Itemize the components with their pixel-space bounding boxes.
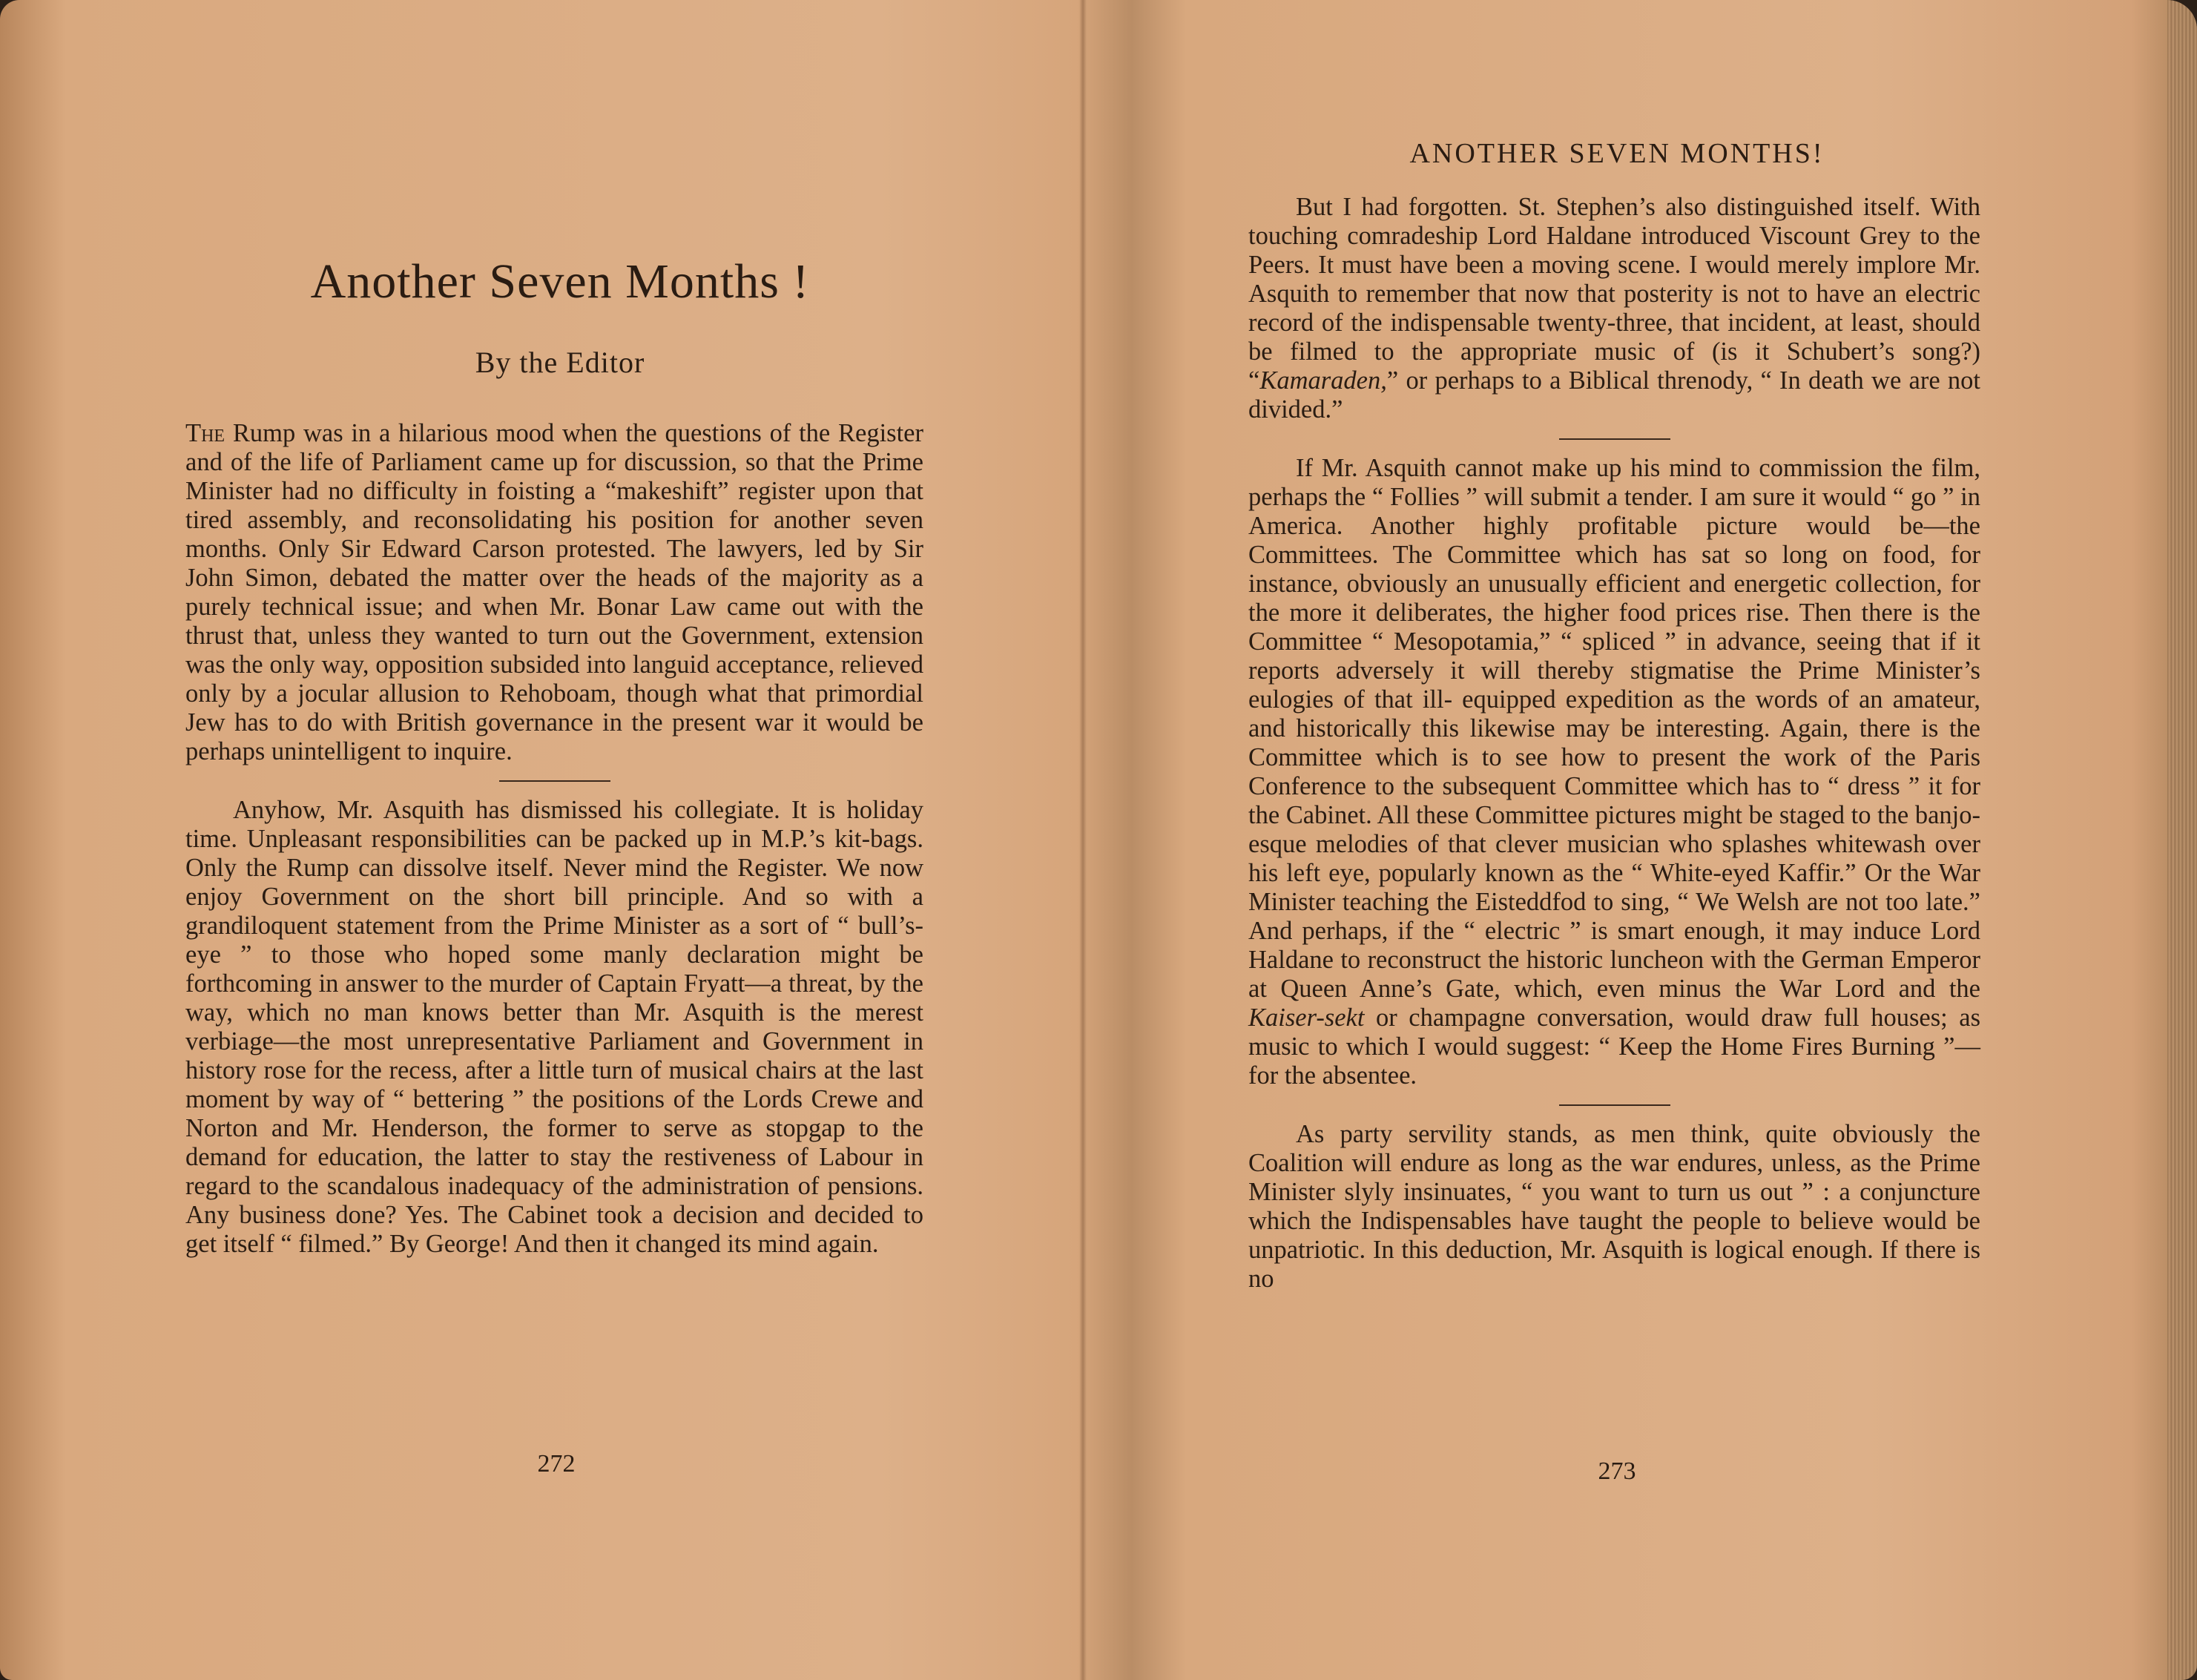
right-paragraph-2-text-b: or champagne conversation, would draw full houses; as music to which I would suggest: “ Keep the Home Fires Burning ”—for the absentee. [1248,1004,1980,1090]
right-paragraph-1-text-b: ” or perhaps to a Biblical threnody, “ In death we are not divided.” [1248,366,1980,424]
left-paragraph-1-text: Rump was in a hilarious mood when the questions of the Register and of the life of Parliament came up for discussion, so that the Prime Minister had no difficulty in foisting a “makeshift” register upon that tired assembly, and reconsolidating his position for another seven months. Only Sir Edward Carson protested. The lawyers, led by Sir John Simon, debated the matter over the heads of the majority as a purely technical issue; and when Mr. Bonar Law came out with the thrust that, unless they wanted to turn out the Government, extension was the only way, opposition subsided into languid acceptance, relieved only by a jocular allusion to Rehoboam, though what that primordial Jew has to do with British governance in the present war it would be perhaps unintelligent to inquire. [185,419,923,765]
running-head: ANOTHER SEVEN MONTHS! [1409,138,1825,169]
right-column [1248,193,1980,1294]
italic-term-kaiser-sekt: Kaiser-sekt [1248,1004,1365,1032]
opening-word: The [185,419,225,447]
right-paragraph-1 [1248,193,1980,424]
page-edge [2167,0,2197,1680]
byline: By the Editor [475,346,645,379]
article-title: Another Seven Months ! [310,254,810,309]
page-number-left: 272 [537,1450,576,1478]
right-paragraph-2-text-a: If Mr. Asquith cannot make up his mind to commission the film, perhaps the “ Follies ” will submit a tender. I am sure it would “ go ” in America. Another highly profitable picture would be—the Committees. The Committee which has sat so long on food, for instance, obviously an unusually efficient and energetic collection, for the more it deliberates, the higher food prices rise. Then there is the Committee “ Mesopotamia,” “ spliced ” in advance, seeing that if it reports adversely it will thereby stigmatise the Prime Minister’s eulogies of that ill- equipped expedition as the words of an amateur, and historically this likewise may be interesting. Again, there is the Committee which is to see how to present the work of the Paris Conference to the subsequent Committee which has to “ dress ” it for the Cabinet. All these Committee pictures might be staged to the banjo-esque melodies of that clever musician who splashes whitewash over his left eye, popularly known as the “ White-eyed Kaffir.” Or the War Minister teaching the Eisteddfod to sing, “ We Welsh are not too late.” And perhaps, if the “ electric ” is smart enough, it may induce Lord Haldane to reconstruct the historic luncheon with the German Emperor at Queen Anne’s Gate, which, even minus the War Lord and the [1248,454,1980,1003]
right-paragraph-2 [1248,454,1980,1090]
left-paragraph-1 [185,419,923,766]
page-number-right: 273 [1598,1457,1636,1485]
section-divider [1559,438,1670,440]
section-divider [1559,1104,1670,1106]
section-divider [499,780,610,782]
left-paragraph-2: Anyhow, Mr. Asquith has dismissed his collegiate. It is holiday time. Unpleasant responsibilities can be packed up in M.P.’s kit-bags. Only the Rump can dissolve itself. Never mind the Register. We now enjoy Government on the short bill principle. And so with a grandiloquent statement from the Prime Minister as a sort of “ bull’s-eye ” to those who hoped some manly declaration might be forthcoming in answer to the murder of Captain Fryatt—a threat, by the way, which no man knows better than Mr. Asquith is the merest verbiage—the most unrepresentative Parliament and Government in history rose for the recess, after a little turn of musical chairs at the last moment by way of “ bettering ” the positions of the Lords Crewe and Norton and Mr. Henderson, the former to serve as stopgap to the demand for education, the latter to stay the restiveness of Labour in regard to the scandalous inadequacy of the administration of pensions. Any business done? Yes. The Cabinet took a decision and decided to get itself “ filmed.” By George! And then it changed its mind again. [185,796,923,1258]
book-gutter [1079,0,1087,1680]
italic-title-kamaraden: Kamaraden, [1259,366,1387,395]
left-column [185,419,923,1259]
right-paragraph-3: As party servility stands, as men think, quite obviously the Coalition will endure as long as the war endures, unless, as the Prime Minister slyly insinuates, “ you want to turn us out ” : a conjuncture which the Indispensables have taught the people to believe would be unpatriotic. In this deduction, Mr. Asquith is logical enough. If there is no [1248,1120,1980,1293]
right-paragraph-1-text-a: But I had forgotten. St. Stephen’s also distinguished itself. With touching comradeship Lord Haldane introduced Viscount Grey to the Peers. It must have been a moving scene. I would merely implore Mr. Asquith to remember that now that posterity is not to have an electric record of the indispensable twenty-three, that incident, at least, should be filmed to the appropriate music of (is it Schubert’s song?) “ [1248,193,1980,395]
